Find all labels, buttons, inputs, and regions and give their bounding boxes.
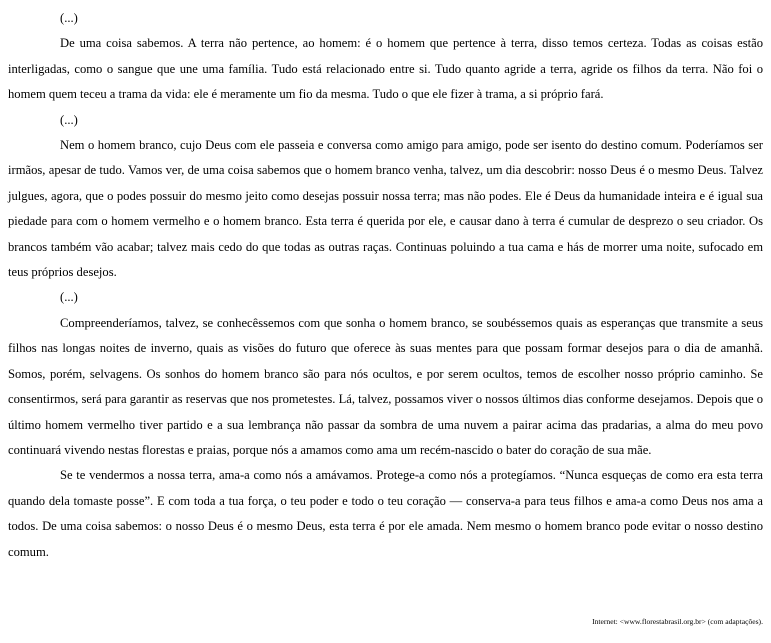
paragraph-3: Compreenderíamos, talvez, se conhecêssemos com que sonha o homem branco, se soubéssemos quais as esperanças que transmite a seus filhos nas longas noites de inverno, quais as visões do futuro que oferece às suas mentes para que possam formar desejos para o dia de amanhã. Somos, porém, selvagens. Os sonhos do homem branco são para nós ocultos, e por serem ocultos, temos de escolher nosso próprio caminho. Se consentirmos, será para garantir as reservas que nos prometestes. Lá, talvez, possamos viver o nossos últimos dias conforme desejamos. Depois que o último homem vermelho tiver partido e a sua lembrança não passar da sombra de uma nuvem a pairar acima das pradarias, a alma do meu povo continuará vivendo nestas florestas e praias, porque nós a amamos como ama um recém-nascido o bater do coração de sua mãe. [8, 315, 763, 457]
paragraph-4: Se te vendermos a nossa terra, ama-a como nós a amávamos. Protege-a como nós a protegíamos. “Nunca esqueças de como era esta terra quando dela tomaste posse”. E com toda a tua força, o teu poder e todo o teu coração — conserva-a para teus filhos e ama-a como Deus nos ama a todos. De uma coisa sabemos: o nosso Deus é o mesmo Deus, esta terra é por ele amada. Nem mesmo o homem branco pode evitar o nosso destino comum. [8, 468, 763, 559]
source-citation: Internet: <www.florestabrasil.org.br> (com adaptações). [592, 617, 763, 626]
ellipsis-marker: (...) [60, 112, 78, 127]
document-body [8, 6, 763, 565]
ellipsis-marker: (...) [60, 11, 78, 25]
paragraph-1: De uma coisa sabemos. A terra não pertence, ao homem: é o homem que pertence à terra, disso temos certeza. Todas as coisas estão interligadas, como o sangue que une uma família. Tudo está relacionado entre si. Tudo quanto agride a terra, agride os filhos da terra. Não foi o homem quem teceu a trama da vida: ele é meramente um fio da mesma. Tudo o que ele fizer à trama, a si próprio fará. [8, 36, 763, 102]
paragraph-2: Nem o homem branco, cujo Deus com ele passeia e conversa como amigo para amigo, pode ser isento do destino comum. Poderíamos ser irmãos, apesar de tudo. Vamos ver, de uma coisa sabemos que o homem branco venha, talvez, um dia descobrir: nosso Deus é o mesmo Deus. Talvez julgues, agora, que o podes possuir do mesmo jeito como desejas possuir nossa terra; mas não podes. Ele é Deus da humanidade inteira e é igual sua piedade para com o homem vermelho e o homem branco. Esta terra é querida por ele, e causar dano à terra é cumular de desprezo o seu criador. Os brancos também vão acabar; talvez mais cedo do que todas as outras raças. Continuas poluindo a tua cama e hás de morrer uma noite, sufocado em teus próprios desejos. [8, 138, 763, 280]
ellipsis-marker: (...) [60, 290, 78, 305]
